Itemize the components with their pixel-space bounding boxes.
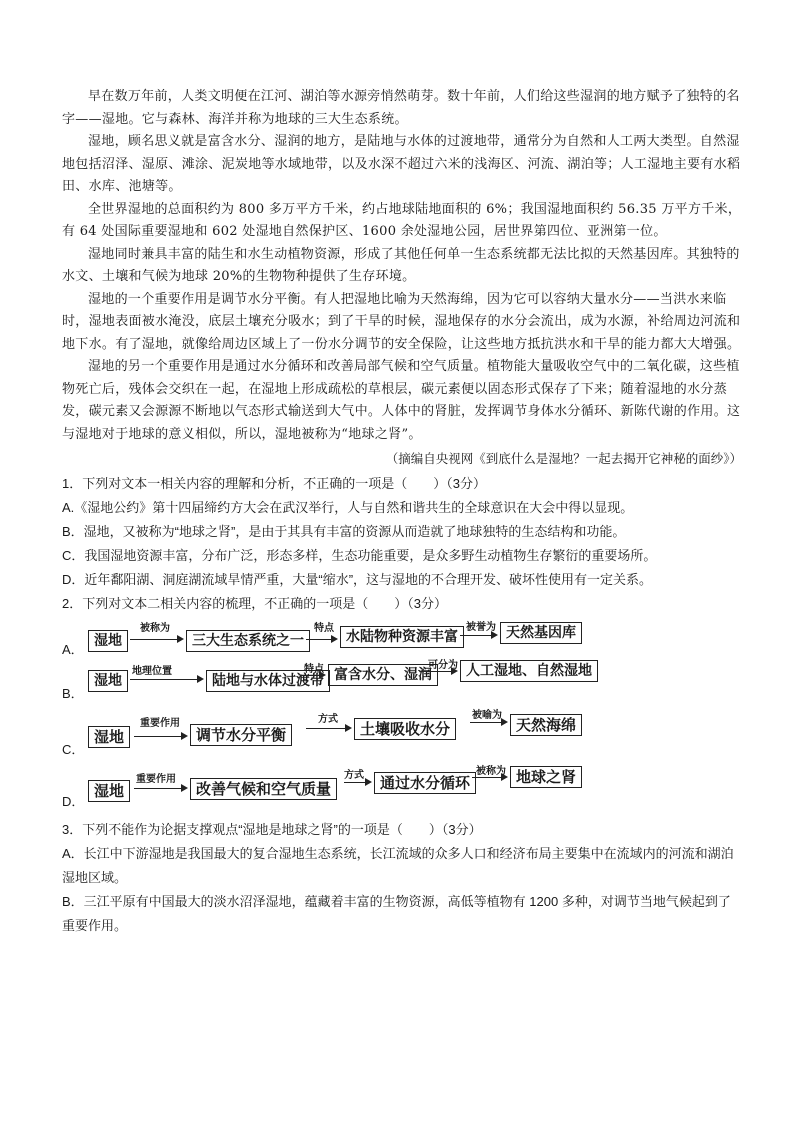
flow-box: 陆地与水体过渡带	[206, 670, 330, 692]
flow-arrow-label: 重要作用	[140, 718, 180, 729]
question-1-option-b: B．湿地，又被称为“地球之肾”，是由于其具有丰富的资源从而造就了地球独特的生态结构和功能。	[62, 524, 626, 539]
flow-letter: B．	[62, 686, 84, 701]
passage-paragraph-5: 湿地的一个重要作用是调节水分平衡。有人把湿地比喻为天然海绵，因为它可以容纳大量水分——当洪水来临时，湿地表面被水淹没，底层土壤充分吸水；到了干旱的时候，湿地保存的水分会流出，成为水源，补给周边河流和地下水。有了湿地，就像给周边区域上了一份水分调节的安全保险，让这些地方抵抗洪水和干旱的能力都大大增强。	[62, 291, 741, 352]
flow-box: 土壤吸收水分	[354, 718, 456, 740]
question-3-option-a: A．长江中下游湿地是我国最大的复合湿地生态系统，长江流域的众多人口和经济布局主要集中在流域内的河流和湖泊湿地区域。	[62, 846, 734, 885]
question-3-option-b: B．三江平原有中国最大的淡水沼泽湿地，蕴藏着丰富的生物资源，高低等植物有 1200 多种，对调节当地气候起到了重要作用。	[62, 894, 731, 933]
question-1-option-c: C．我国湿地资源丰富，分布广泛，形态多样，生态功能重要，是众多野生动植物生存繁衍的重要场所。	[62, 548, 657, 563]
arrow-icon	[130, 639, 182, 640]
flow-arrow-label: 特点	[304, 664, 324, 675]
passage-paragraph-6: 湿地的另一个重要作用是通过水分循环和改善局部气候和空气质量。植物能大量吸收空气中的二氧化碳，这些植物死亡后，残体会交织在一起，在湿地上形成疏松的草根层，碳元素便以固态形式保存了下来；随着湿地的水分蒸发，碳元素又会源源不断地以气态形式输送到大气中。人体中的肾脏，发挥调节身体水分循环、新陈代谢的作用。这与湿地对于地球的意义相似，所以，湿地被称为“地球之肾”。	[62, 359, 741, 442]
flow-option-c	[62, 704, 742, 760]
flow-letter: C．	[62, 742, 85, 757]
flow-arrow-label: 方式	[318, 714, 338, 725]
arrow-icon	[306, 728, 350, 729]
arrow-icon	[420, 671, 456, 672]
flow-option-b	[62, 660, 742, 704]
flow-arrow-label: 重要作用	[136, 774, 176, 785]
flow-box: 富含水分、湿润	[328, 664, 438, 686]
flow-box: 天然基因库	[500, 622, 582, 644]
flow-option-a	[62, 616, 742, 660]
arrow-icon	[130, 679, 202, 680]
flow-box: 人工湿地、自然湿地	[460, 660, 598, 682]
arrow-icon	[470, 722, 506, 723]
passage-paragraph-4: 湿地同时兼具丰富的陆生和水生动植物资源，形成了其他任何单一生态系统都无法比拟的天然基因库。其独特的水文、土壤和气候为地球 20%的生物物种提供了生存环境。	[62, 246, 740, 284]
flow-box: 三大生态系统之一	[186, 630, 310, 652]
question-2	[62, 592, 742, 812]
arrow-icon	[134, 736, 186, 737]
flow-arrow-label: 地理位置	[132, 666, 172, 677]
passage-source: （摘编自央视网《到底什么是湿地？一起去揭开它神秘的面纱》）	[385, 451, 742, 466]
flow-arrow-label: 被称为	[140, 623, 170, 634]
flow-option-d	[62, 760, 742, 812]
flow-box: 湿地	[88, 670, 128, 692]
flow-box: 水陆物种资源丰富	[340, 626, 464, 648]
arrow-icon	[472, 777, 506, 778]
question-1-option-d: D．近年鄱阳湖、洞庭湖流域旱情严重，大量“缩水”，这与湿地的不合理开发、破坏性使用有一定关系。	[62, 572, 653, 587]
question-3-stem: 3．下列不能作为论据支撑观点“湿地是地球之肾”的一项是（ ）（3分）	[62, 822, 482, 837]
question-1	[62, 472, 742, 592]
question-3	[62, 818, 742, 938]
flow-box: 通过水分循环	[374, 772, 476, 794]
passage-paragraph-3: 全世界湿地的总面积约为 800 多万平方千米，约占地球陆地面积的 6%；我国湿地面积约 56.35 万平方千米，有 64 处国际重要湿地和 602 处湿地自然保护区、1600 余处湿地公园，居世界第四位、亚洲第一位。	[62, 201, 742, 239]
flow-arrow-label: 特点	[314, 623, 334, 634]
flow-arrow-label: 被誉为	[466, 622, 496, 633]
question-2-stem: 2．下列对文本二相关内容的梳理，不正确的一项是（ ）（3分）	[62, 596, 447, 611]
flow-arrow-label: 被喻为	[472, 710, 502, 721]
flow-arrow-label: 可分为	[428, 660, 458, 671]
flow-arrow-label: 方式	[344, 770, 364, 781]
flow-box: 调节水分平衡	[190, 724, 292, 746]
passage-paragraph-2: 湿地，顾名思义就是富含水分、湿润的地方，是陆地与水体的过渡地带，通常分为自然和人工两大类型。自然湿地包括沼泽、湿原、滩涂、泥炭地等水域地带，以及水深不超过六米的浅海区、河流、湖泊等；人工湿地主要有水稻田、水库、池塘等。	[62, 134, 741, 194]
flow-box: 天然海绵	[510, 714, 582, 736]
flow-box: 湿地	[88, 726, 130, 748]
arrow-icon	[134, 788, 186, 789]
flow-box: 改善气候和空气质量	[190, 778, 337, 800]
arrow-icon	[306, 639, 336, 640]
flow-box: 湿地	[88, 630, 128, 652]
flow-letter: D．	[62, 794, 85, 809]
flow-letter: A．	[62, 642, 84, 657]
flow-box: 湿地	[88, 780, 130, 802]
question-1-option-a: A.《湿地公约》第十四届缔约方大会在武汉举行，人与自然和谐共生的全球意识在大会中得以显现。	[62, 500, 634, 515]
passage	[62, 86, 742, 470]
arrow-icon	[460, 635, 496, 636]
arrow-icon	[344, 782, 370, 783]
arrow-icon	[300, 675, 324, 676]
flow-box: 地球之肾	[510, 766, 582, 788]
exam-page	[62, 86, 742, 938]
question-1-stem: 1．下列对文本一相关内容的理解和分析，不正确的一项是（ ）（3分）	[62, 476, 486, 491]
passage-paragraph-1: 早在数万年前，人类文明便在江河、湖泊等水源旁悄然萌芽。数十年前，人们给这些湿润的地方赋予了独特的名字——湿地。它与森林、海洋并称为地球的三大生态系统。	[62, 89, 740, 127]
flow-arrow-label: 被称为	[476, 766, 506, 777]
